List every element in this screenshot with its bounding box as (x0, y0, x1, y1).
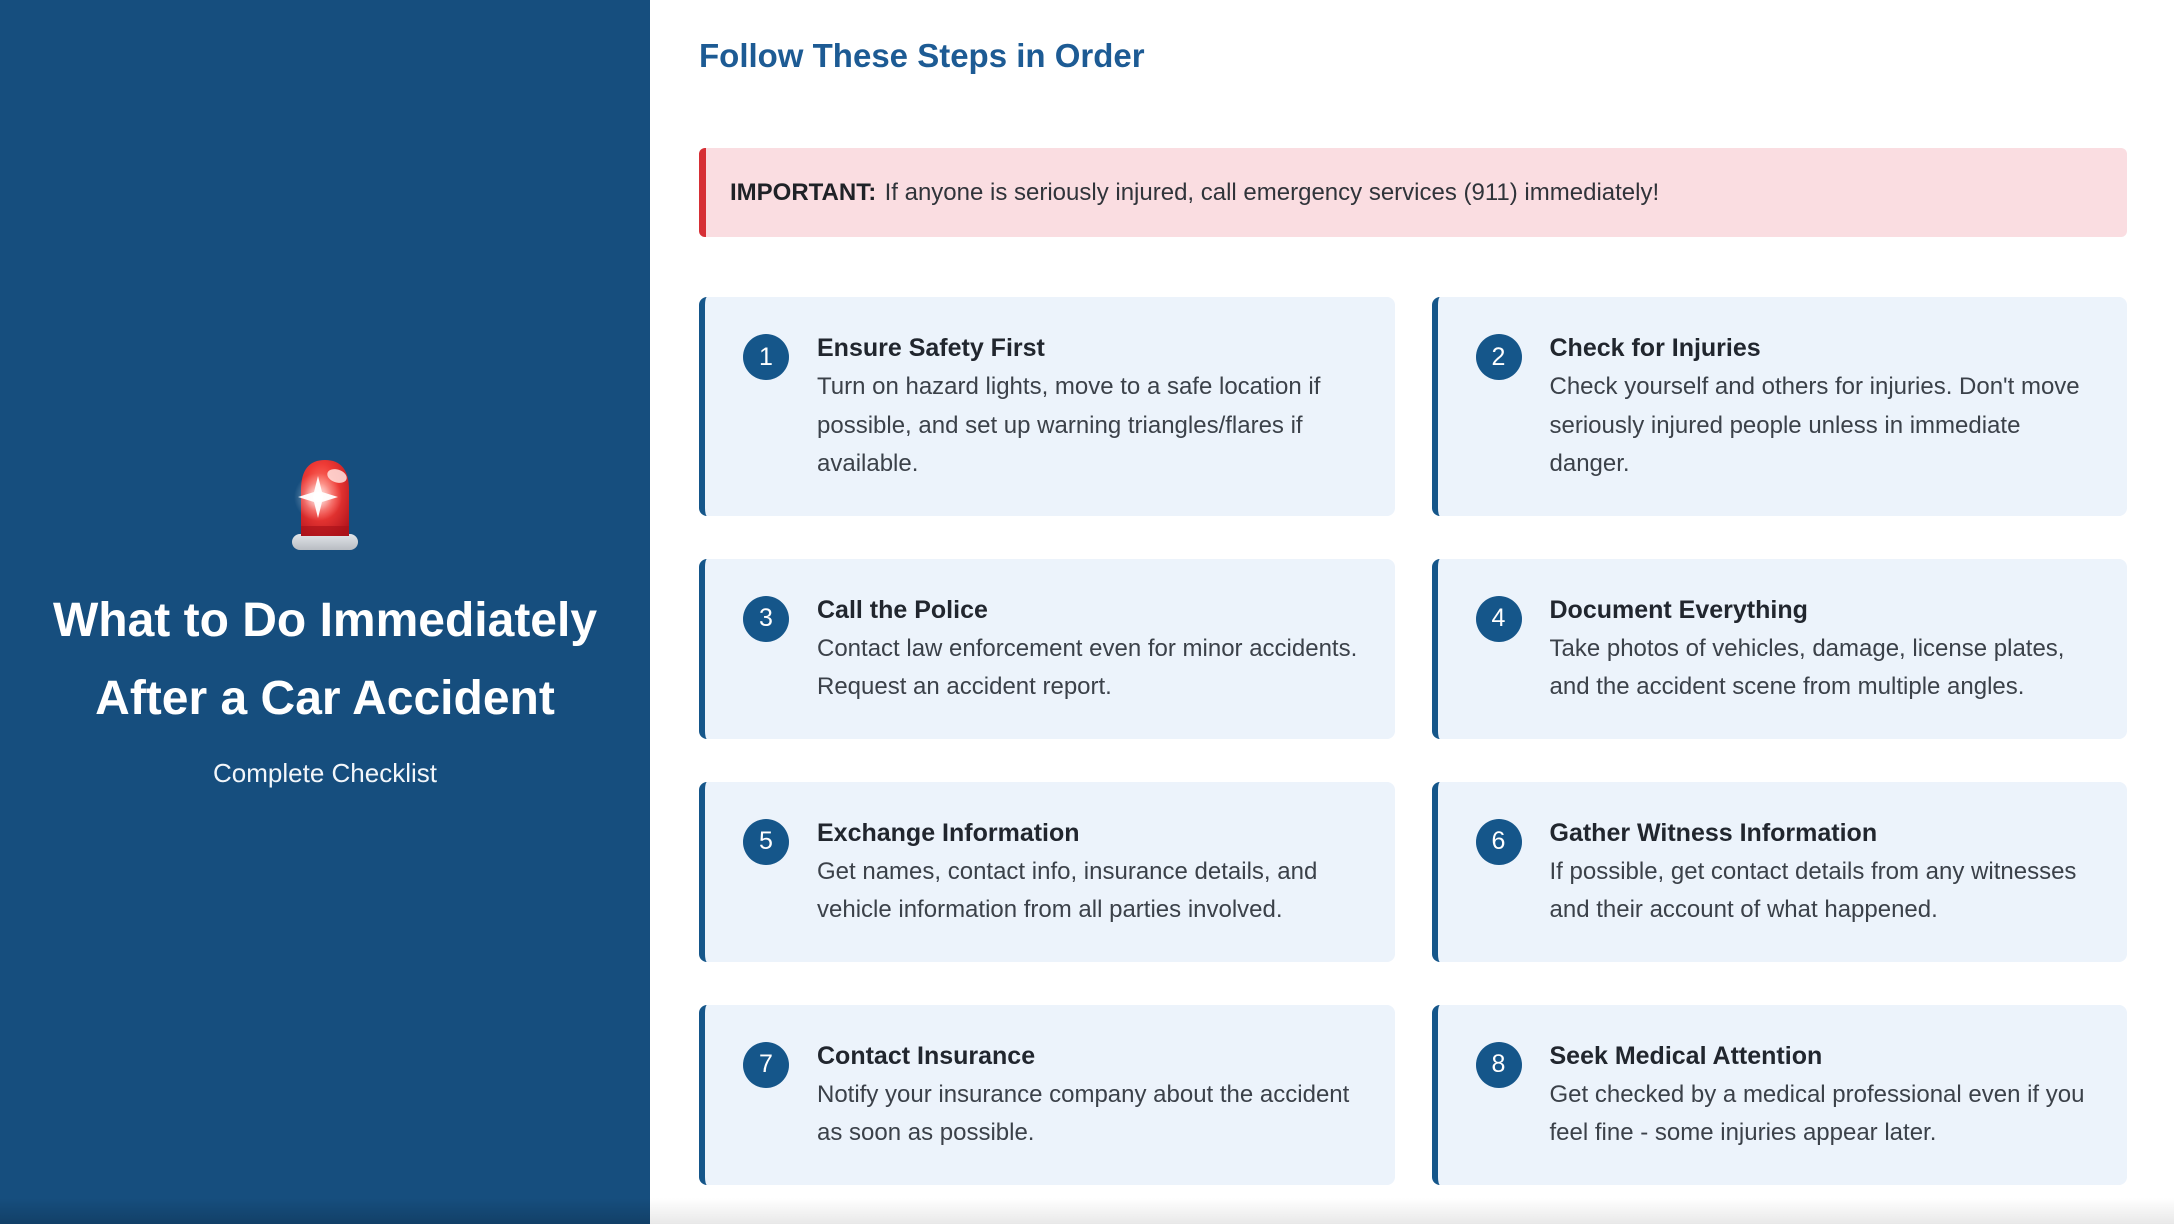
step-title: Check for Injuries (1549, 334, 1761, 362)
step-number-badge: 7 (743, 1042, 789, 1088)
step-number-badge: 4 (1476, 596, 1522, 642)
step-body (1550, 814, 2094, 930)
poster-title: What to Do Immediately After a Car Accident (52, 594, 598, 725)
step-title: Gather Witness Information (1549, 818, 1878, 847)
step-number-badge: 6 (1476, 819, 1522, 865)
step-card-6 (1432, 782, 2128, 962)
step-number-badge: 8 (1476, 1042, 1522, 1088)
step-body (817, 1037, 1361, 1153)
step-title: Document Everything (1549, 595, 1808, 624)
step-description: Get names, contact info, insurance details, and vehicle information from all parties involved. (817, 857, 1318, 923)
step-card-7 (699, 1005, 1395, 1185)
step-card-2 (1432, 297, 2128, 516)
steps-grid (699, 297, 2127, 1185)
step-number-badge: 5 (743, 819, 789, 865)
step-body (817, 329, 1361, 484)
step-body (817, 814, 1361, 930)
step-number-badge: 2 (1476, 334, 1522, 380)
content-panel (650, 0, 2174, 1224)
step-body (817, 591, 1361, 707)
warning-label: IMPORTANT: (730, 178, 877, 206)
step-description: Notify your insurance company about the accident as soon as possible. (817, 1080, 1350, 1146)
step-card-5 (699, 782, 1395, 962)
step-card-8 (1432, 1005, 2128, 1185)
important-warning-banner (699, 148, 2127, 237)
step-card-4 (1432, 559, 2128, 739)
step-description: Get checked by a medical professional even if you feel fine - some injuries appear later. (1549, 1080, 2085, 1146)
step-body (1550, 329, 2094, 484)
sidebar (0, 0, 650, 1224)
step-number-badge: 3 (743, 596, 789, 642)
step-title: Exchange Information (817, 818, 1080, 847)
step-title: Call the Police (817, 595, 988, 624)
warning-text: If anyone is seriously injured, call emergency services (911) immediately! (884, 178, 1660, 206)
poster-subtitle: Complete Checklist (213, 758, 437, 788)
police-light-icon (287, 452, 363, 552)
step-number-badge: 1 (743, 334, 789, 380)
step-description: Take photos of vehicles, damage, license plates, and the accident scene from multiple angles. (1549, 634, 2065, 700)
step-description: Contact law enforcement even for minor accidents. Request an accident report. (817, 634, 1358, 700)
step-title: Seek Medical Attention (1549, 1041, 1823, 1070)
step-body (1550, 1037, 2094, 1153)
step-description: Turn on hazard lights, move to a safe location if possible, and set up warning triangles/flares if available. (817, 373, 1321, 477)
section-heading: Follow These Steps in Order (699, 37, 1145, 74)
step-card-1 (699, 297, 1395, 516)
step-description: Check yourself and others for injuries. Don't move seriously injured people unless in immediate danger. (1549, 373, 2080, 477)
step-description: If possible, get contact details from any witnesses and their account of what happened. (1549, 857, 2077, 923)
step-body (1550, 591, 2094, 707)
step-title: Ensure Safety First (817, 334, 1045, 362)
step-title: Contact Insurance (817, 1041, 1036, 1070)
sidebar-content (0, 452, 650, 789)
step-card-3 (699, 559, 1395, 739)
